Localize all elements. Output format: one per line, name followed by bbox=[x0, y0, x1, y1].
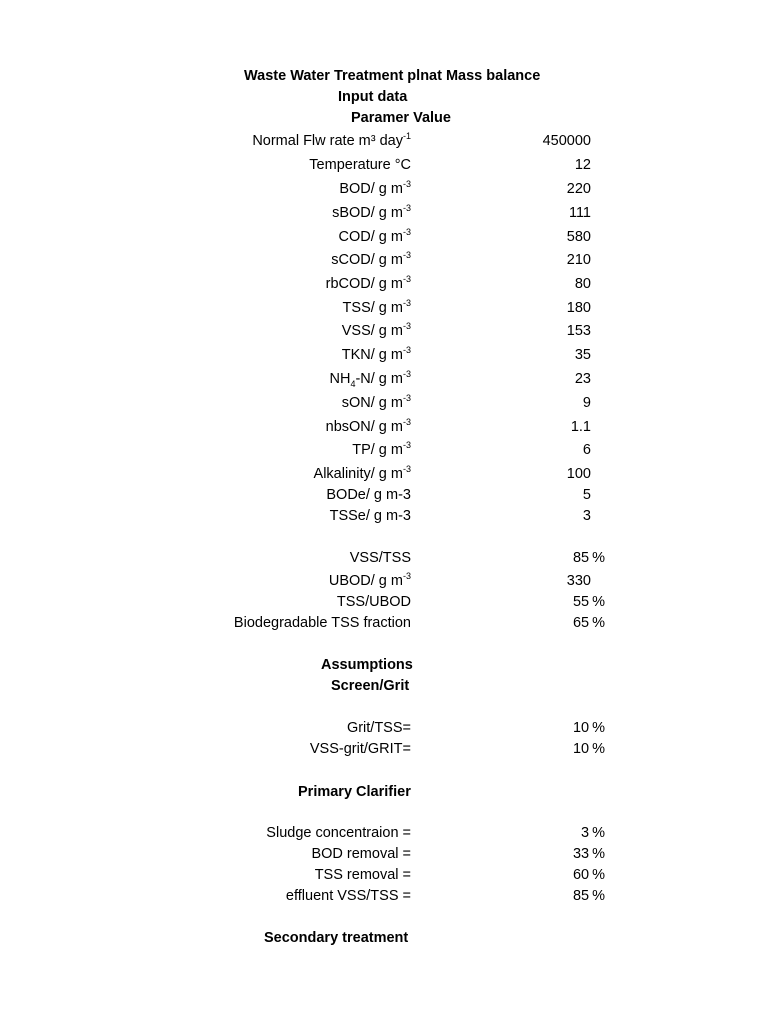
param-label: BOD/ g $m^{-3}$ bbox=[339, 179, 411, 197]
param-value: 12 bbox=[574, 157, 591, 173]
param-value: 80 bbox=[574, 276, 591, 292]
primary-label: BOD removal = bbox=[311, 846, 411, 862]
primary-label: effluent VSS/TSS = bbox=[285, 888, 411, 904]
secondary-treatment-heading: Secondary treatment bbox=[264, 930, 409, 946]
parameter-value-heading: Paramer Value bbox=[351, 110, 451, 126]
ratio-label: TSS/UBOD bbox=[336, 594, 411, 610]
param-label: $NH_4-N/$ g $m^{-3}$ bbox=[329, 369, 411, 389]
param-label: TSSe/ g m-3 bbox=[329, 508, 411, 524]
param-label: nbsON/ g $m^{-3}$ bbox=[325, 417, 411, 435]
screen-value: 10 % bbox=[572, 720, 605, 736]
param-value: 210 bbox=[566, 252, 591, 268]
ratio-value: 330 bbox=[566, 573, 591, 589]
param-label: Temperature °C bbox=[309, 157, 411, 173]
param-label: sCOD/ g $m^{-3}$ bbox=[331, 250, 411, 268]
ratio-value: 55 % bbox=[572, 594, 605, 610]
screen-label: VSS-grit/GRIT= bbox=[309, 741, 411, 757]
param-value: 450000 bbox=[542, 133, 591, 149]
param-label: sBOD/ g $m^{-3}$ bbox=[332, 203, 411, 221]
ratio-value: 85 % bbox=[572, 550, 605, 566]
primary-clarifier-heading: Primary Clarifier bbox=[298, 784, 411, 800]
param-value: 35 bbox=[574, 347, 591, 363]
input-data-heading: Input data bbox=[338, 89, 408, 105]
param-value: 3 bbox=[582, 508, 591, 524]
param-value: 580 bbox=[566, 229, 591, 245]
param-label: sON/ g $m^{-3}$ bbox=[341, 393, 411, 411]
param-value: 100 bbox=[566, 466, 591, 482]
param-label: rbCOD/ g $m^{-3}$ bbox=[325, 274, 411, 292]
param-label: BODe/ g m-3 bbox=[326, 487, 411, 503]
ratio-value: 65 % bbox=[572, 615, 605, 631]
ratio-label: UBOD/ g $m^{-3}$ bbox=[328, 571, 411, 589]
primary-value: 3 % bbox=[581, 825, 605, 841]
primary-value: 85 % bbox=[572, 888, 605, 904]
primary-label: Sludge concentraion = bbox=[266, 825, 411, 841]
param-value: 5 bbox=[582, 487, 591, 503]
param-value: 111 bbox=[568, 205, 591, 221]
param-value: 1.1 bbox=[570, 419, 591, 435]
page-title: Waste Water Treatment plnat Mass balance bbox=[244, 68, 541, 84]
ratio-label: VSS/TSS bbox=[349, 550, 411, 566]
param-value: 6 bbox=[582, 442, 591, 458]
param-label: Alkalinity/ g $m^{-3}$ bbox=[313, 464, 411, 482]
screen-grit-heading: Screen/Grit bbox=[331, 678, 410, 694]
param-value: 220 bbox=[566, 181, 591, 197]
ratio-label: Biodegradable TSS fraction bbox=[233, 615, 411, 631]
assumptions-heading: Assumptions bbox=[321, 657, 413, 673]
param-value: 180 bbox=[566, 300, 591, 316]
param-value: 153 bbox=[566, 323, 591, 339]
param-label: Normal Flw rate m³ day$^{-1}$ bbox=[252, 131, 411, 149]
param-label: VSS/ g $m^{-3}$ bbox=[341, 321, 411, 339]
param-value: 9 bbox=[582, 395, 591, 411]
param-label: TP/ g $m^{-3}$ bbox=[352, 440, 411, 458]
param-label: COD/ g $m^{-3}$ bbox=[338, 227, 411, 245]
param-label: TSS/ g $m^{-3}$ bbox=[342, 298, 411, 316]
primary-value: 60 % bbox=[572, 867, 605, 883]
param-label: TKN/ g $m^{-3}$ bbox=[341, 345, 411, 363]
primary-label: TSS removal = bbox=[314, 867, 411, 883]
screen-label: Grit/TSS= bbox=[346, 720, 411, 736]
param-value: 23 bbox=[574, 371, 591, 387]
screen-value: 10 % bbox=[572, 741, 605, 757]
primary-value: 33 % bbox=[572, 846, 605, 862]
